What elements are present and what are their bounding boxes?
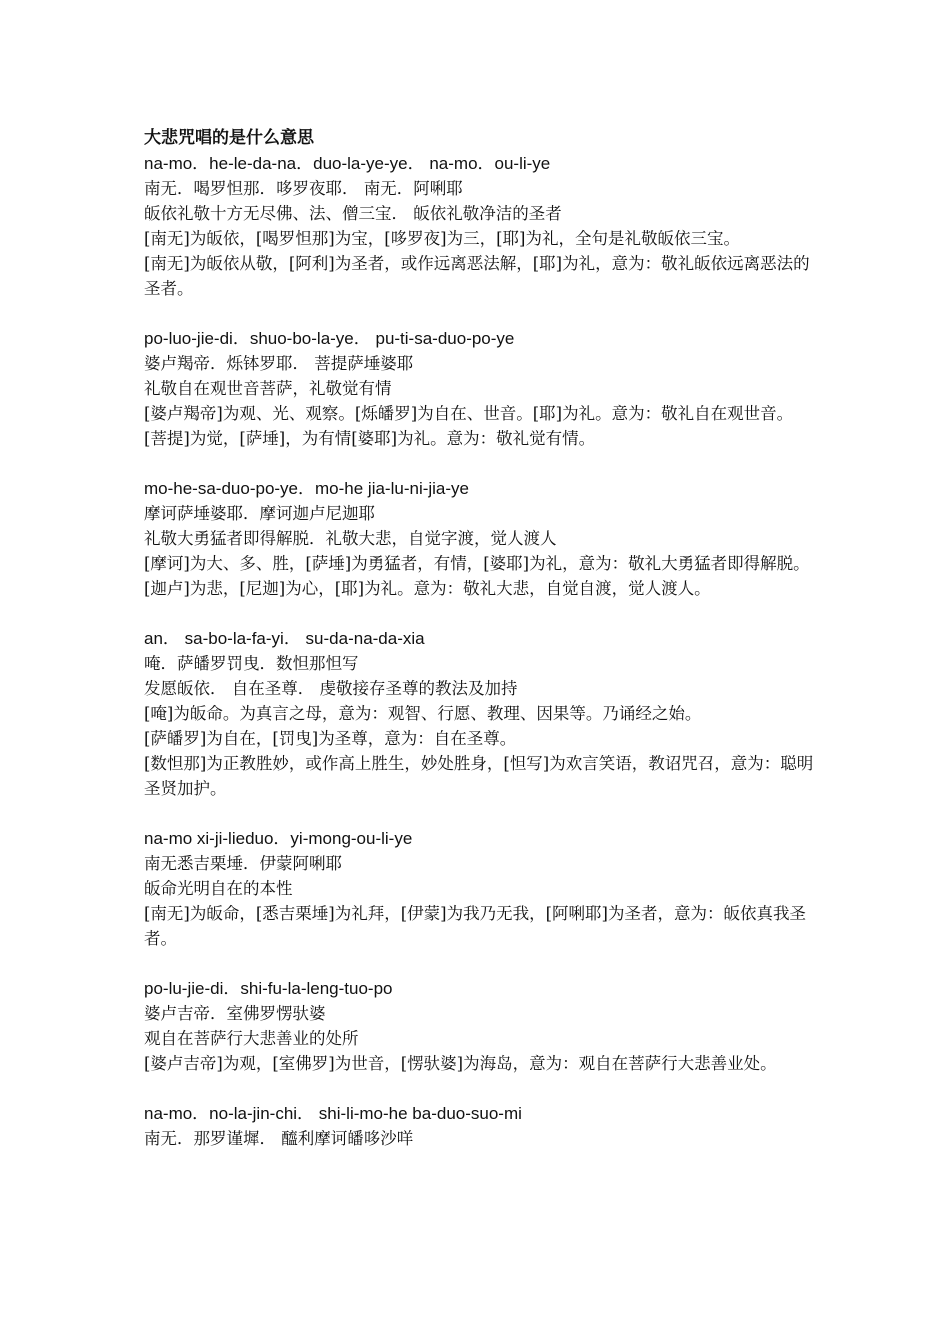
hanzi-line: 摩诃萨埵婆耶．摩诃迦卢尼迦耶 bbox=[144, 504, 375, 523]
mantra-section bbox=[144, 1101, 814, 1151]
hanzi-line: 南无．喝罗怛那．哆罗夜耶． 南无．阿唎耶 bbox=[144, 179, 463, 198]
explanation-note: [唵]为皈命。为真言之母，意为：观智、行愿、教理、因果等。乃诵经之始。 bbox=[144, 704, 702, 723]
explanation-note: [南无]为皈依从敬，[阿利]为圣者，或作远离恶法解，[耶]为礼，意为：敬礼皈依远离恶法的圣者。 bbox=[144, 254, 810, 298]
mantra-sections bbox=[144, 151, 814, 1151]
meaning-line: 皈依礼敬十方无尽佛、法、僧三宝． 皈依礼敬净洁的圣者 bbox=[144, 204, 562, 223]
hanzi-line: 南无悉吉栗埵．伊蒙阿唎耶 bbox=[144, 854, 342, 873]
meaning-line: 礼敬自在观世音菩萨，礼敬觉有情 bbox=[144, 379, 392, 398]
document-page bbox=[144, 126, 814, 1176]
pinyin-line: po-luo-jie-di．shuo-bo-la-ye． pu-ti-sa-duo-po-ye bbox=[144, 329, 515, 348]
meaning-line: 观自在菩萨行大悲善业的处所 bbox=[144, 1029, 359, 1048]
pinyin-line: na-mo xi-ji-lieduo．yi-mong-ou-li-ye bbox=[144, 829, 413, 848]
explanation-note: [摩诃]为大、多、胜，[萨埵]为勇猛者，有情，[婆耶]为礼，意为：敬礼大勇猛者即得解脱。 bbox=[144, 554, 810, 573]
explanation-note: [南无]为皈命，[悉吉栗埵]为礼拜，[伊蒙]为我乃无我，[阿唎耶]为圣者，意为：皈依真我圣者。 bbox=[144, 904, 806, 948]
explanation-note: [迦卢]为悲，[尼迦]为心，[耶]为礼。意为：敬礼大悲，自觉自渡，觉人渡人。 bbox=[144, 579, 711, 598]
meaning-line: 礼敬大勇猛者即得解脱．礼敬大悲，自觉字渡，觉人渡人 bbox=[144, 529, 557, 548]
pinyin-line: mo-he-sa-duo-po-ye．mo-he jia-lu-ni-jia-ye bbox=[144, 479, 470, 498]
hanzi-line: 婆卢羯帝．烁钵罗耶． 菩提萨埵婆耶 bbox=[144, 354, 414, 373]
mantra-section bbox=[144, 151, 814, 301]
hanzi-line: 南无．那罗谨墀． 醯利摩诃皤哆沙咩 bbox=[144, 1129, 414, 1148]
explanation-note: [南无]为皈依，[喝罗怛那]为宝，[哆罗夜]为三，[耶]为礼，全句是礼敬皈依三宝。 bbox=[144, 229, 740, 248]
mantra-section bbox=[144, 476, 814, 601]
meaning-line: 皈命光明自在的本性 bbox=[144, 879, 293, 898]
document-title: 大悲咒唱的是什么意思 bbox=[144, 128, 314, 148]
mantra-section bbox=[144, 326, 814, 451]
meaning-line: 发愿皈依． 自在圣尊． 虔敬接存圣尊的教法及加持 bbox=[144, 679, 518, 698]
explanation-note: [菩提]为觉，[萨埵]，为有情[婆耶]为礼。意为：敬礼觉有情。 bbox=[144, 429, 596, 448]
pinyin-line: na-mo．he-le-da-na．duo-la-ye-ye． na-mo．ou-li-ye bbox=[144, 154, 551, 173]
mantra-section bbox=[144, 626, 814, 801]
pinyin-line: po-lu-jie-di．shi-fu-la-leng-tuo-po bbox=[144, 979, 393, 998]
hanzi-line: 唵．萨皤罗罚曳．数怛那怛写 bbox=[144, 654, 359, 673]
pinyin-line: na-mo．no-la-jin-chi． shi-li-mo-he ba-duo-suo-mi bbox=[144, 1104, 522, 1123]
explanation-note: [婆卢吉帝]为观，[室佛罗]为世音，[愣驮婆]为海岛，意为：观自在菩萨行大悲善业处。 bbox=[144, 1054, 777, 1073]
hanzi-line: 婆卢吉帝．室佛罗愣驮婆 bbox=[144, 1004, 326, 1023]
mantra-section bbox=[144, 976, 814, 1076]
explanation-note: [数怛那]为正教胜妙，或作高上胜生，妙处胜身，[怛写]为欢言笑语，教诏咒召，意为：聪明圣贤加护。 bbox=[144, 754, 814, 798]
explanation-note: [婆卢羯帝]为观、光、观察。[烁皤罗]为自在、世音。[耶]为礼。意为：敬礼自在观世音。 bbox=[144, 404, 794, 423]
pinyin-line: an． sa-bo-la-fa-yi． su-da-na-da-xia bbox=[144, 629, 425, 648]
explanation-note: [萨皤罗]为自在，[罚曳]为圣尊，意为：自在圣尊。 bbox=[144, 729, 517, 748]
mantra-section bbox=[144, 826, 814, 951]
